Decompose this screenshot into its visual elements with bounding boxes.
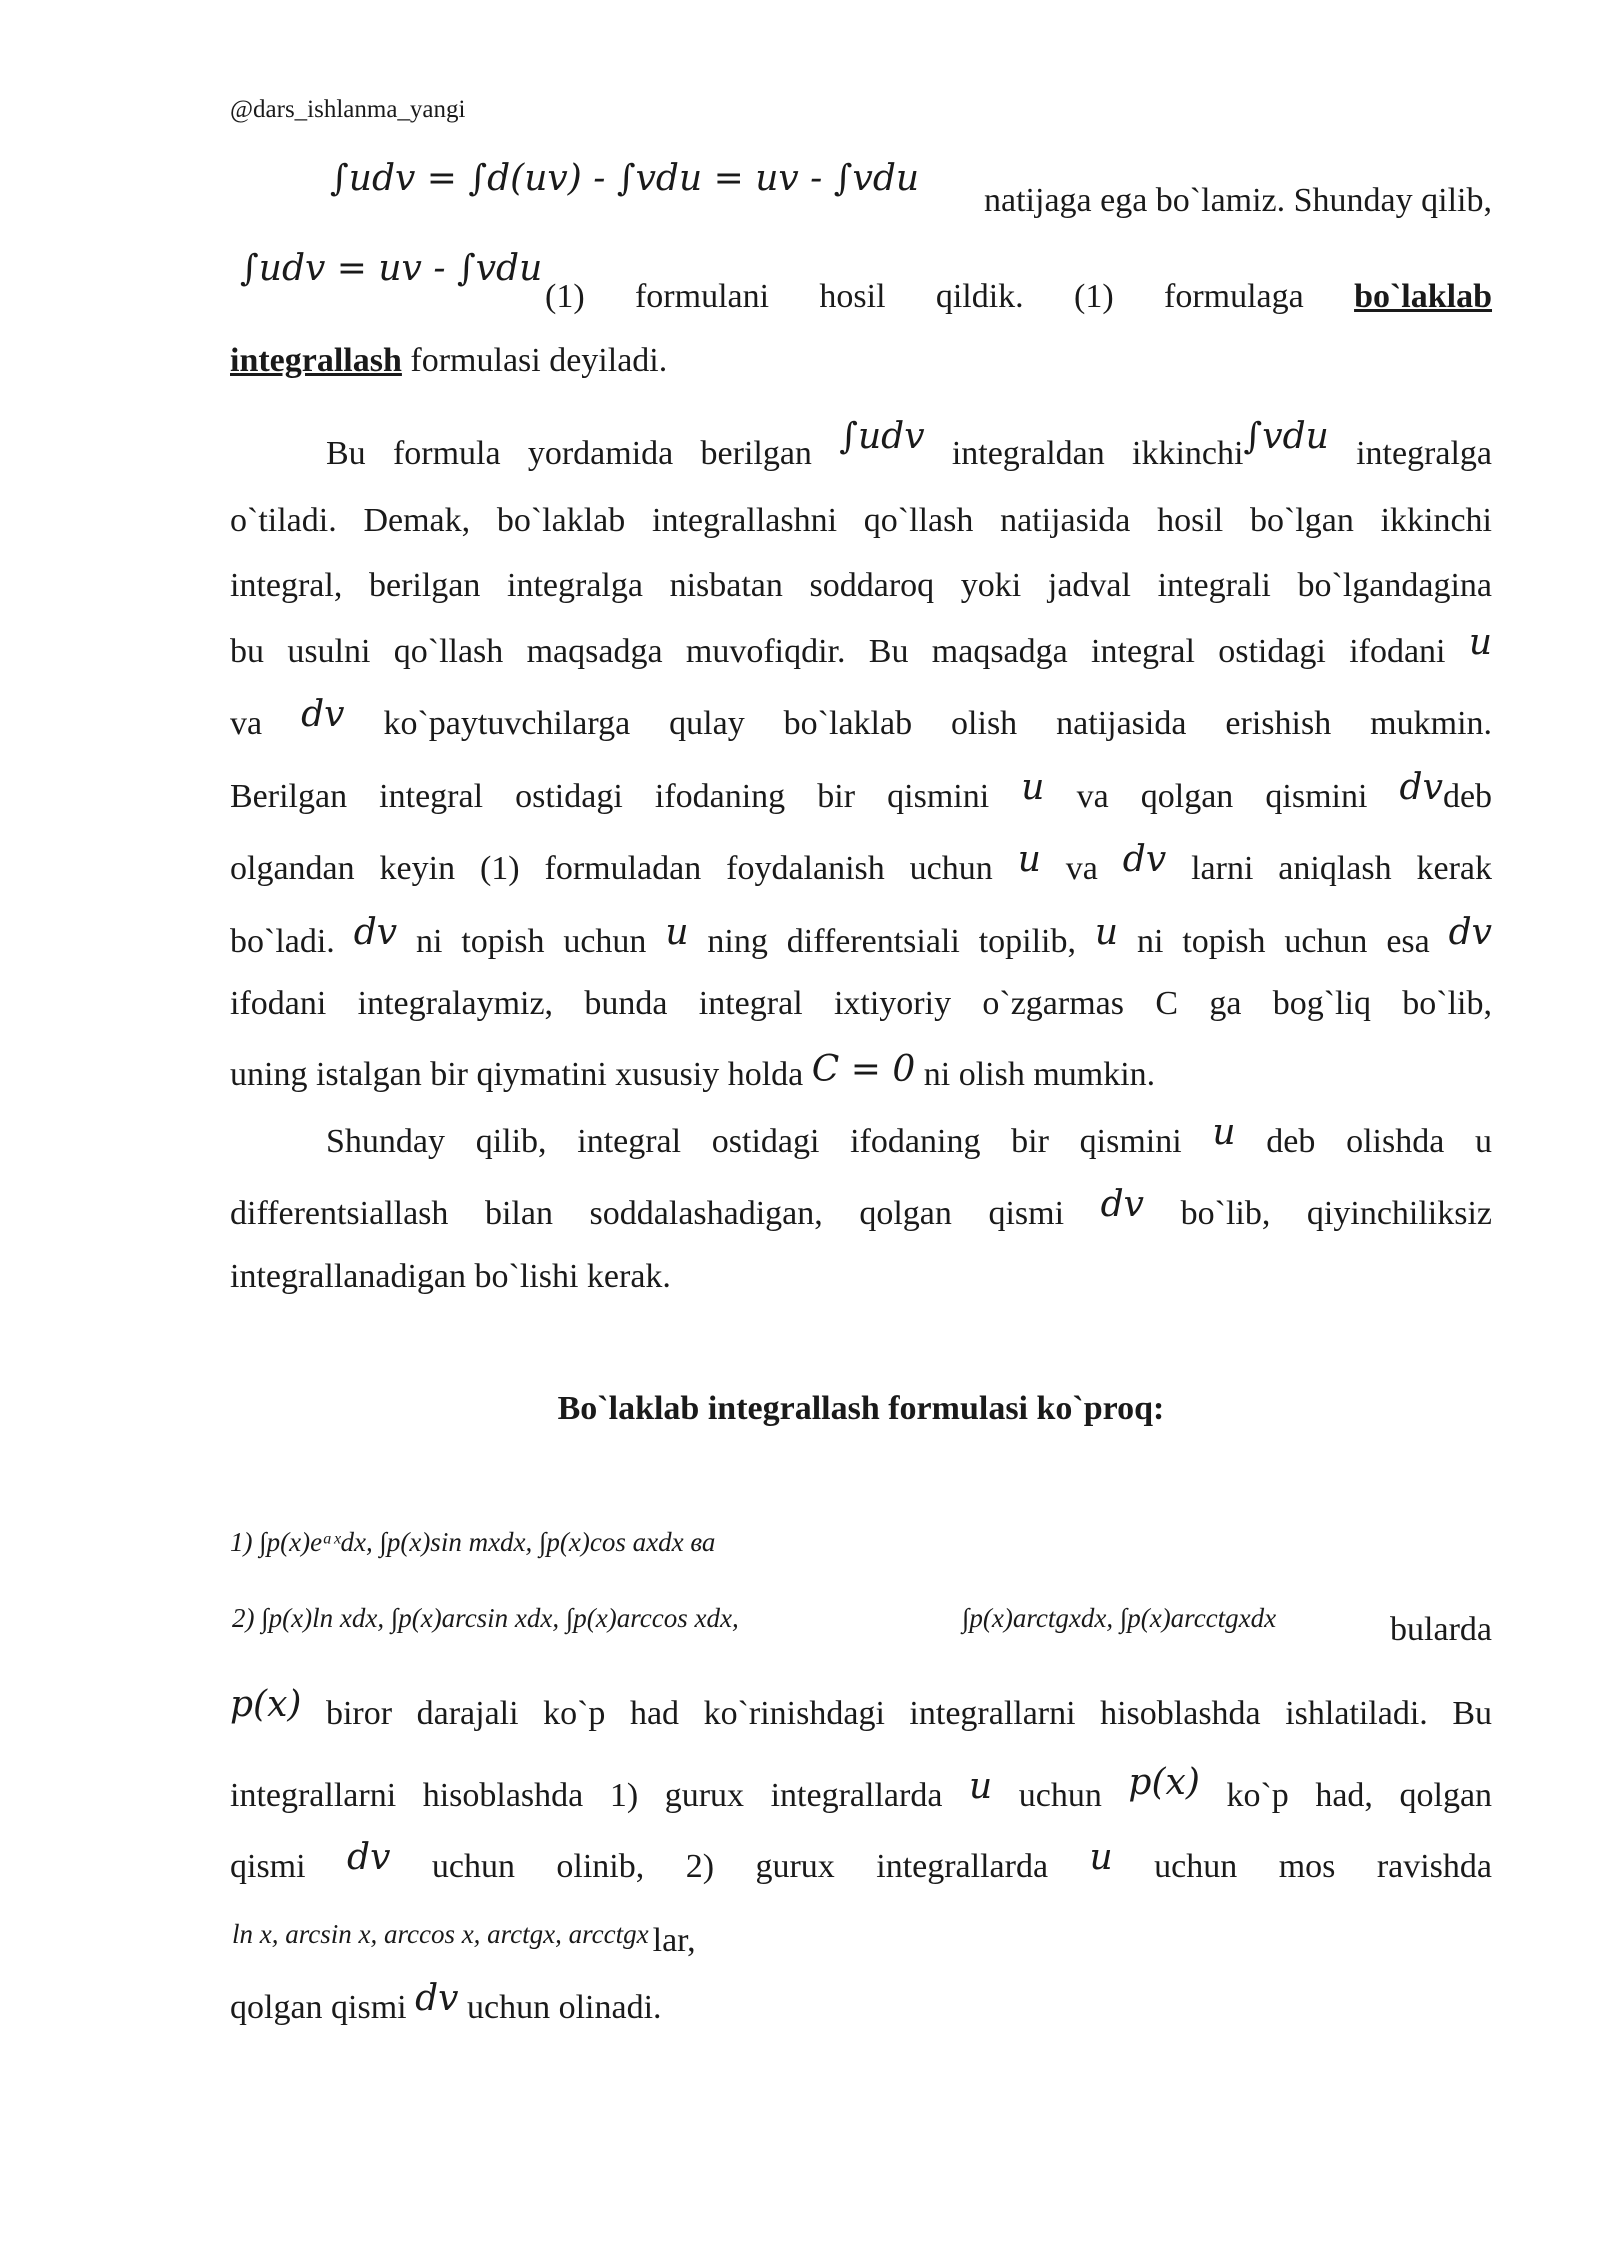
math-inline: p(x) xyxy=(230,1684,302,1725)
term-highlight: bo`laklab xyxy=(1354,278,1493,315)
math-inline: u xyxy=(1021,767,1045,808)
integral-group-1: 1) ∫p(x)eᵃˣdx, ∫p(x)sin mxdx, ∫p(x)cos axdx ва xyxy=(230,1527,716,1557)
math-inline: u xyxy=(1212,1112,1236,1153)
integration-by-parts-formula: ∫udv = uv - ∫vdu xyxy=(240,248,543,289)
paragraph-line: differentsiallash bilan soddalashadigan, qolgan qismi dv bo`lib, qiyinchiliksiz xyxy=(230,1184,1493,1232)
math-inline: u xyxy=(665,912,689,953)
paragraph-line: integrallanadigan bo`lishi kerak. xyxy=(230,1258,671,1295)
math-inline: p(x) xyxy=(1128,1762,1200,1803)
math-inline: u xyxy=(1468,622,1493,663)
math-inline: u xyxy=(1017,839,1041,880)
math-inline: u xyxy=(1089,1837,1113,1878)
math-inline: C = 0 xyxy=(811,1049,916,1090)
math-inline: u xyxy=(1094,912,1119,953)
section-heading: Bo`laklab integrallash formulasi ko`proq: xyxy=(557,1390,1165,1427)
paragraph-line: integrallash formulasi deyiladi. xyxy=(230,342,668,379)
math-inline: dv xyxy=(347,1837,391,1878)
paragraph-line: bu usulni qo`llash maqsadga muvofiqdir. Bu maqsadga integral ostidagi ifodani u xyxy=(230,622,1493,670)
paragraph-line: olgandan keyin (1) formuladan foydalanish uchun u va dv larni aniqlash kerak xyxy=(230,839,1493,887)
paragraph-line: ifodani integralaymiz, bunda integral ixtiyoriy o`zgarmas C ga bog`liq bo`lib, xyxy=(230,985,1492,1022)
formula-line-2 xyxy=(240,248,1493,315)
math-inline: dv xyxy=(301,694,345,735)
paragraph-line: Bu formula yordamida berilgan ∫udv integraldan ikkinchi∫vdu integralga xyxy=(326,416,1493,472)
math-inline: u xyxy=(968,1766,993,1807)
paragraph-line: va dv ko`paytuvchilarga qulay bo`laklab olish natijasida erishish mukmin. xyxy=(230,694,1493,742)
formula-line-1 xyxy=(330,158,1492,219)
paragraph-text: (1) formulani hosil qildik. (1) formulaga bo`laklab xyxy=(545,278,1493,315)
paragraph-text: natijaga ega bo`lamiz. Shunday qilib, xyxy=(984,182,1492,219)
math-inline: dv xyxy=(1399,767,1443,808)
math-inline: ∫udv xyxy=(839,416,925,457)
paragraph-line: integrallarni hisoblashda 1) gurux integrallarda u uchun p(x) ko`p had, qolgan xyxy=(230,1762,1493,1814)
math-inline: ∫vdu xyxy=(1243,416,1329,457)
channel-handle: @dars_ishlanma_yangi xyxy=(230,96,466,123)
integration-by-parts-derivation: ∫udv = ∫d(uv) - ∫vdu = uv - ∫vdu xyxy=(330,158,920,199)
paragraph-line: o`tiladi. Demak, bo`laklab integrallashni qo`llash natijasida hosil bo`lgan ikkinchi xyxy=(230,502,1492,539)
paragraph-line: ln x, arcsin x, arccos x, arctgx, arcctgx lar, xyxy=(232,1919,696,1959)
math-inline: dv xyxy=(415,1978,459,2019)
term-highlight: integrallash xyxy=(230,342,402,379)
paragraph-line: bo`ladi. dv ni topish uchun u ning differentsiali topilib, u ni topish uchun esa dv xyxy=(230,912,1493,960)
paragraph-line: uning istalgan bir qiymatini xususiy holda C = 0 ni olish mumkin. xyxy=(230,1049,1156,1093)
integral-group-2: 2) ∫p(x)ln xdx, ∫p(x)arcsin xdx, ∫p(x)arccos xdx, ∫p(x)arctgxdx, ∫p(x)arcctgxdx bularda xyxy=(232,1603,1492,1648)
math-inline: dv xyxy=(353,912,398,953)
paragraph-line: Shunday qilib, integral ostidagi ifodaning bir qismini u deb olishda u xyxy=(326,1112,1493,1160)
paragraph-line: qolgan qismi dv uchun olinadi. xyxy=(230,1978,662,2026)
math-inline: dv xyxy=(1448,912,1493,953)
paragraph-text: bularda xyxy=(1390,1611,1492,1648)
paragraph-line: p(x) biror darajali ko`p had ko`rinishdagi integrallarni hisoblashda ishlatiladi. Bu xyxy=(230,1684,1493,1732)
paragraph-line: integral, berilgan integralga nisbatan soddaroq yoki jadval integrali bo`lgandagina xyxy=(230,567,1492,604)
function-list: ln x, arcsin x, arccos x, arctgx, arcctgx xyxy=(232,1919,649,1949)
paragraph-line: Berilgan integral ostidagi ifodaning bir qismini u va qolgan qismini dvdeb xyxy=(230,767,1493,815)
math-inline: dv xyxy=(1100,1184,1145,1225)
math-inline: dv xyxy=(1122,839,1167,880)
paragraph-line: qismi dv uchun olinib, 2) gurux integrallarda u uchun mos ravishda xyxy=(230,1837,1493,1885)
